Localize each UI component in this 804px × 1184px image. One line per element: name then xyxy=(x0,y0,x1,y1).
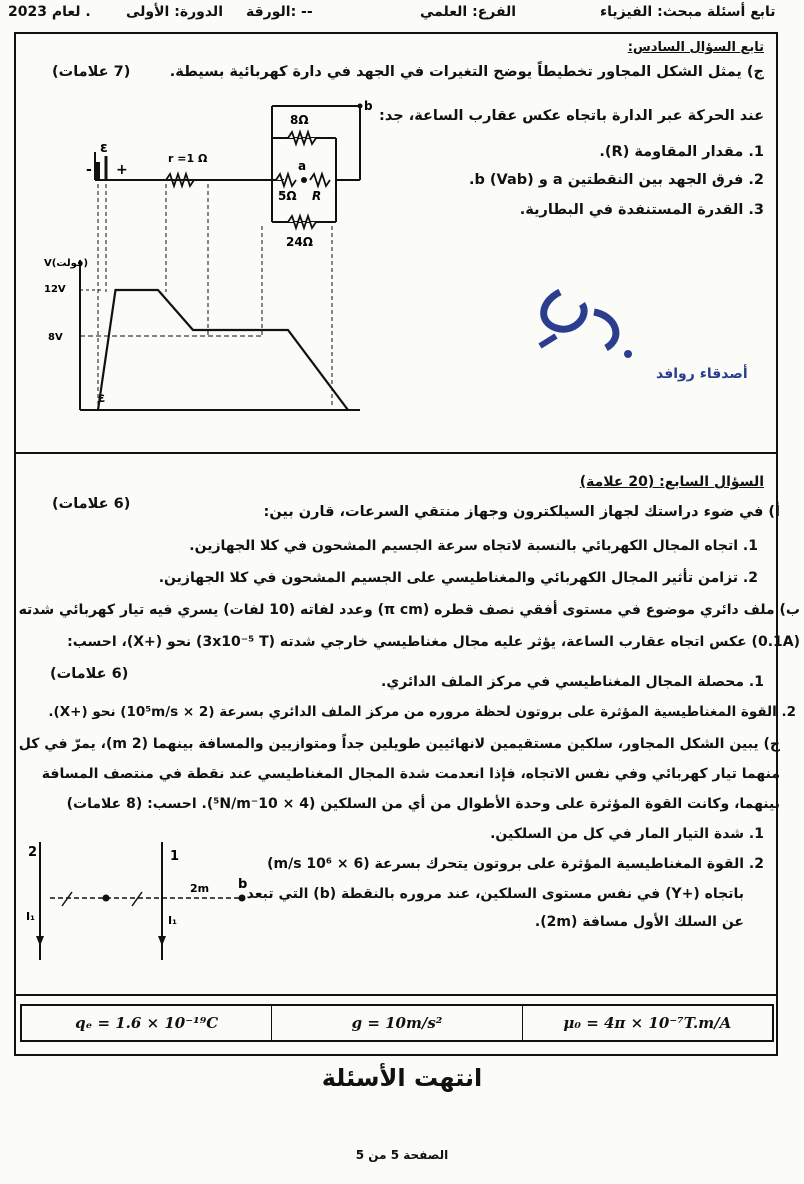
q6-item-1: 1. مقدار المقاومة (R). xyxy=(599,144,764,160)
header-branch: الفرع: العلمي xyxy=(420,4,517,20)
end-of-questions: انتهت الأسئلة xyxy=(321,1064,483,1092)
q7-part-a: أ) في ضوء دراستك لجهاز السيلكترون وجهاز منتقي السرعات، قارن بين: xyxy=(263,504,780,520)
battery-minus: - xyxy=(86,162,92,178)
point-b-dot xyxy=(239,895,246,902)
section-divider-2 xyxy=(14,994,776,996)
resistor-5ohm-label: 5Ω xyxy=(278,189,297,203)
q7-part-b-marks: (6 علامات) xyxy=(50,666,129,682)
internal-resistance-label: r =1 Ω xyxy=(168,152,208,165)
graph-y8-label: 8V xyxy=(48,332,63,343)
constant-mu0: μ₀ = 4π × 10⁻⁷T.m/A xyxy=(522,1006,772,1040)
resistor-24ohm-label: 24Ω xyxy=(286,235,313,249)
q6-instruction: عند الحركة عبر الدارة باتجاه عكس عقارب الساعة، جد: xyxy=(379,108,764,124)
point-a xyxy=(301,177,307,183)
header-year: لعام 2023 . xyxy=(8,4,91,20)
q7-part-a-marks: (6 علامات) xyxy=(52,496,131,512)
voltage-curve xyxy=(98,290,348,410)
current-left-label: I₁ xyxy=(26,910,35,923)
header-subject: تابع أسئلة مبحث: الفيزياء xyxy=(600,4,776,20)
q7-part-b-item-1: 1. محصلة المجال المغناطيسي في مركز الملف الدائري. xyxy=(381,674,764,690)
resistor-R xyxy=(310,174,330,186)
point-b xyxy=(358,104,363,109)
point-b-label: b xyxy=(364,99,373,113)
section-divider-1 xyxy=(14,452,776,454)
q7-part-c-line1: ج) يبين الشكل المجاور، سلكين مستقيمين لانهائيين طويلين جداً ومتوازيين والمسافة بينهما (2 m)، يمرّ في كل xyxy=(18,736,780,752)
rawafed-watermark-logo xyxy=(520,282,748,392)
wire-1-label: 1 xyxy=(170,849,180,864)
q6-item-3: 3. القدرة المستنفدة في البطارية. xyxy=(519,202,764,218)
battery-emf-label: ε xyxy=(100,140,108,156)
point-a-label: a xyxy=(298,159,307,173)
q7-part-a-item-2: 2. تزامن تأثير المجال الكهربائي والمغناطيسي على الجسيم المشحون في كلا الجهازين. xyxy=(158,570,758,586)
q7-part-c-item-2: 2. القوة المغناطيسية المؤثرة على بروتون يتحرك بسرعة (6 × 10⁶ m/s) xyxy=(267,856,764,872)
q7-part-c-item-1: 1. شدة التيار المار في كل من السلكين. xyxy=(490,826,764,842)
q7-part-b-line1: ب) ملف دائري موضوع في مستوى أفقي نصف قطره (π cm) وعدد لفاته (10 لفات) يسري فيه تيار كهربائي شدته xyxy=(18,602,800,618)
q6-item-2: 2. فرق الجهد بين النقطتين a و b (Vab). xyxy=(468,172,764,188)
graph-ylabel: V(فولت) xyxy=(44,258,89,269)
q6-part-c: ج) يمثل الشكل المجاور تخطيطاً يوضح التغيرات في الجهد في دارة كهربائية بسيطة. xyxy=(169,64,764,80)
q7-part-b-item-2: 2. القوة المغناطيسية المؤثرة على بروتون لحظة مروره من مركز الملف الدائري بسرعة (2 × 10⁵m/s) نحو (+X). xyxy=(48,704,796,720)
current-arrow-right xyxy=(158,936,166,946)
q7-part-c-line3: بينهما، وكانت القوة المؤثرة على وحدة الأطوال من أي من السلكين (4 × 10⁻⁵N/m). احسب: (8 علامات) xyxy=(66,796,780,812)
parallel-wires-diagram xyxy=(24,836,264,966)
q7-part-c-line2: منهما تيار كهربائي وفي نفس الاتجاه، فإذا انعدمت شدة المجال المغناطيسي عند نقطة في منتصف المسافة xyxy=(41,766,780,782)
constants-box xyxy=(20,1004,774,1042)
q7-part-c-item-2-cont1: باتجاه (+Y) في نفس مستوى السلكين، عند مروره بالنقطة (b) التي تبعد xyxy=(246,886,744,902)
resistor-R-label: R xyxy=(312,189,322,203)
q7-title: السؤال السابع: (20 علامة) xyxy=(579,474,764,490)
resistor-24ohm xyxy=(288,216,316,228)
resistor-5ohm xyxy=(276,174,296,186)
circuit-and-voltage-graph xyxy=(40,96,380,426)
q7-part-c-item-2-cont2: عن السلك الأول مسافة (2m). xyxy=(534,914,744,930)
q6-marks: (7 علامات) xyxy=(52,64,131,80)
midpoint-dot xyxy=(103,895,110,902)
resistor-8ohm-label: 8Ω xyxy=(290,113,309,127)
graph-y12-label: 12V xyxy=(44,284,66,295)
current-right-label: I₁ xyxy=(168,914,177,927)
constant-gravity: g = 10m/s² xyxy=(271,1006,521,1040)
graph-eps-label: ε xyxy=(98,391,106,406)
distance-label: 2m xyxy=(190,882,210,895)
current-arrow-left xyxy=(36,936,44,946)
q7-part-a-item-1: 1. اتجاه المجال الكهربائي بالنسبة لاتجاه سرعة الجسيم المشحون في كلا الجهازين. xyxy=(189,538,758,554)
point-b-wire-label: b xyxy=(238,877,248,892)
header-session: الدورة: الأولى xyxy=(126,4,223,20)
q6-continued-title: تابع السؤال السادس: xyxy=(627,40,764,55)
resistor-8ohm xyxy=(288,132,316,144)
page-number: الصفحة 5 من 5 xyxy=(355,1148,449,1162)
constant-charge: qₑ = 1.6 × 10⁻¹⁹C xyxy=(75,1014,219,1032)
wire-2-label: 2 xyxy=(28,845,38,860)
q7-part-b-line2: (0.1A) عكس اتجاه عقارب الساعة، يؤثر عليه مجال مغناطيسي خارجي شدته (3x10⁻⁵ T) نحو (+X)، احسب: xyxy=(67,634,800,650)
header-paper: الورقة: -- xyxy=(246,4,313,20)
battery-plus: + xyxy=(116,162,128,178)
watermark-text: أصدقاء روافد xyxy=(656,366,748,382)
